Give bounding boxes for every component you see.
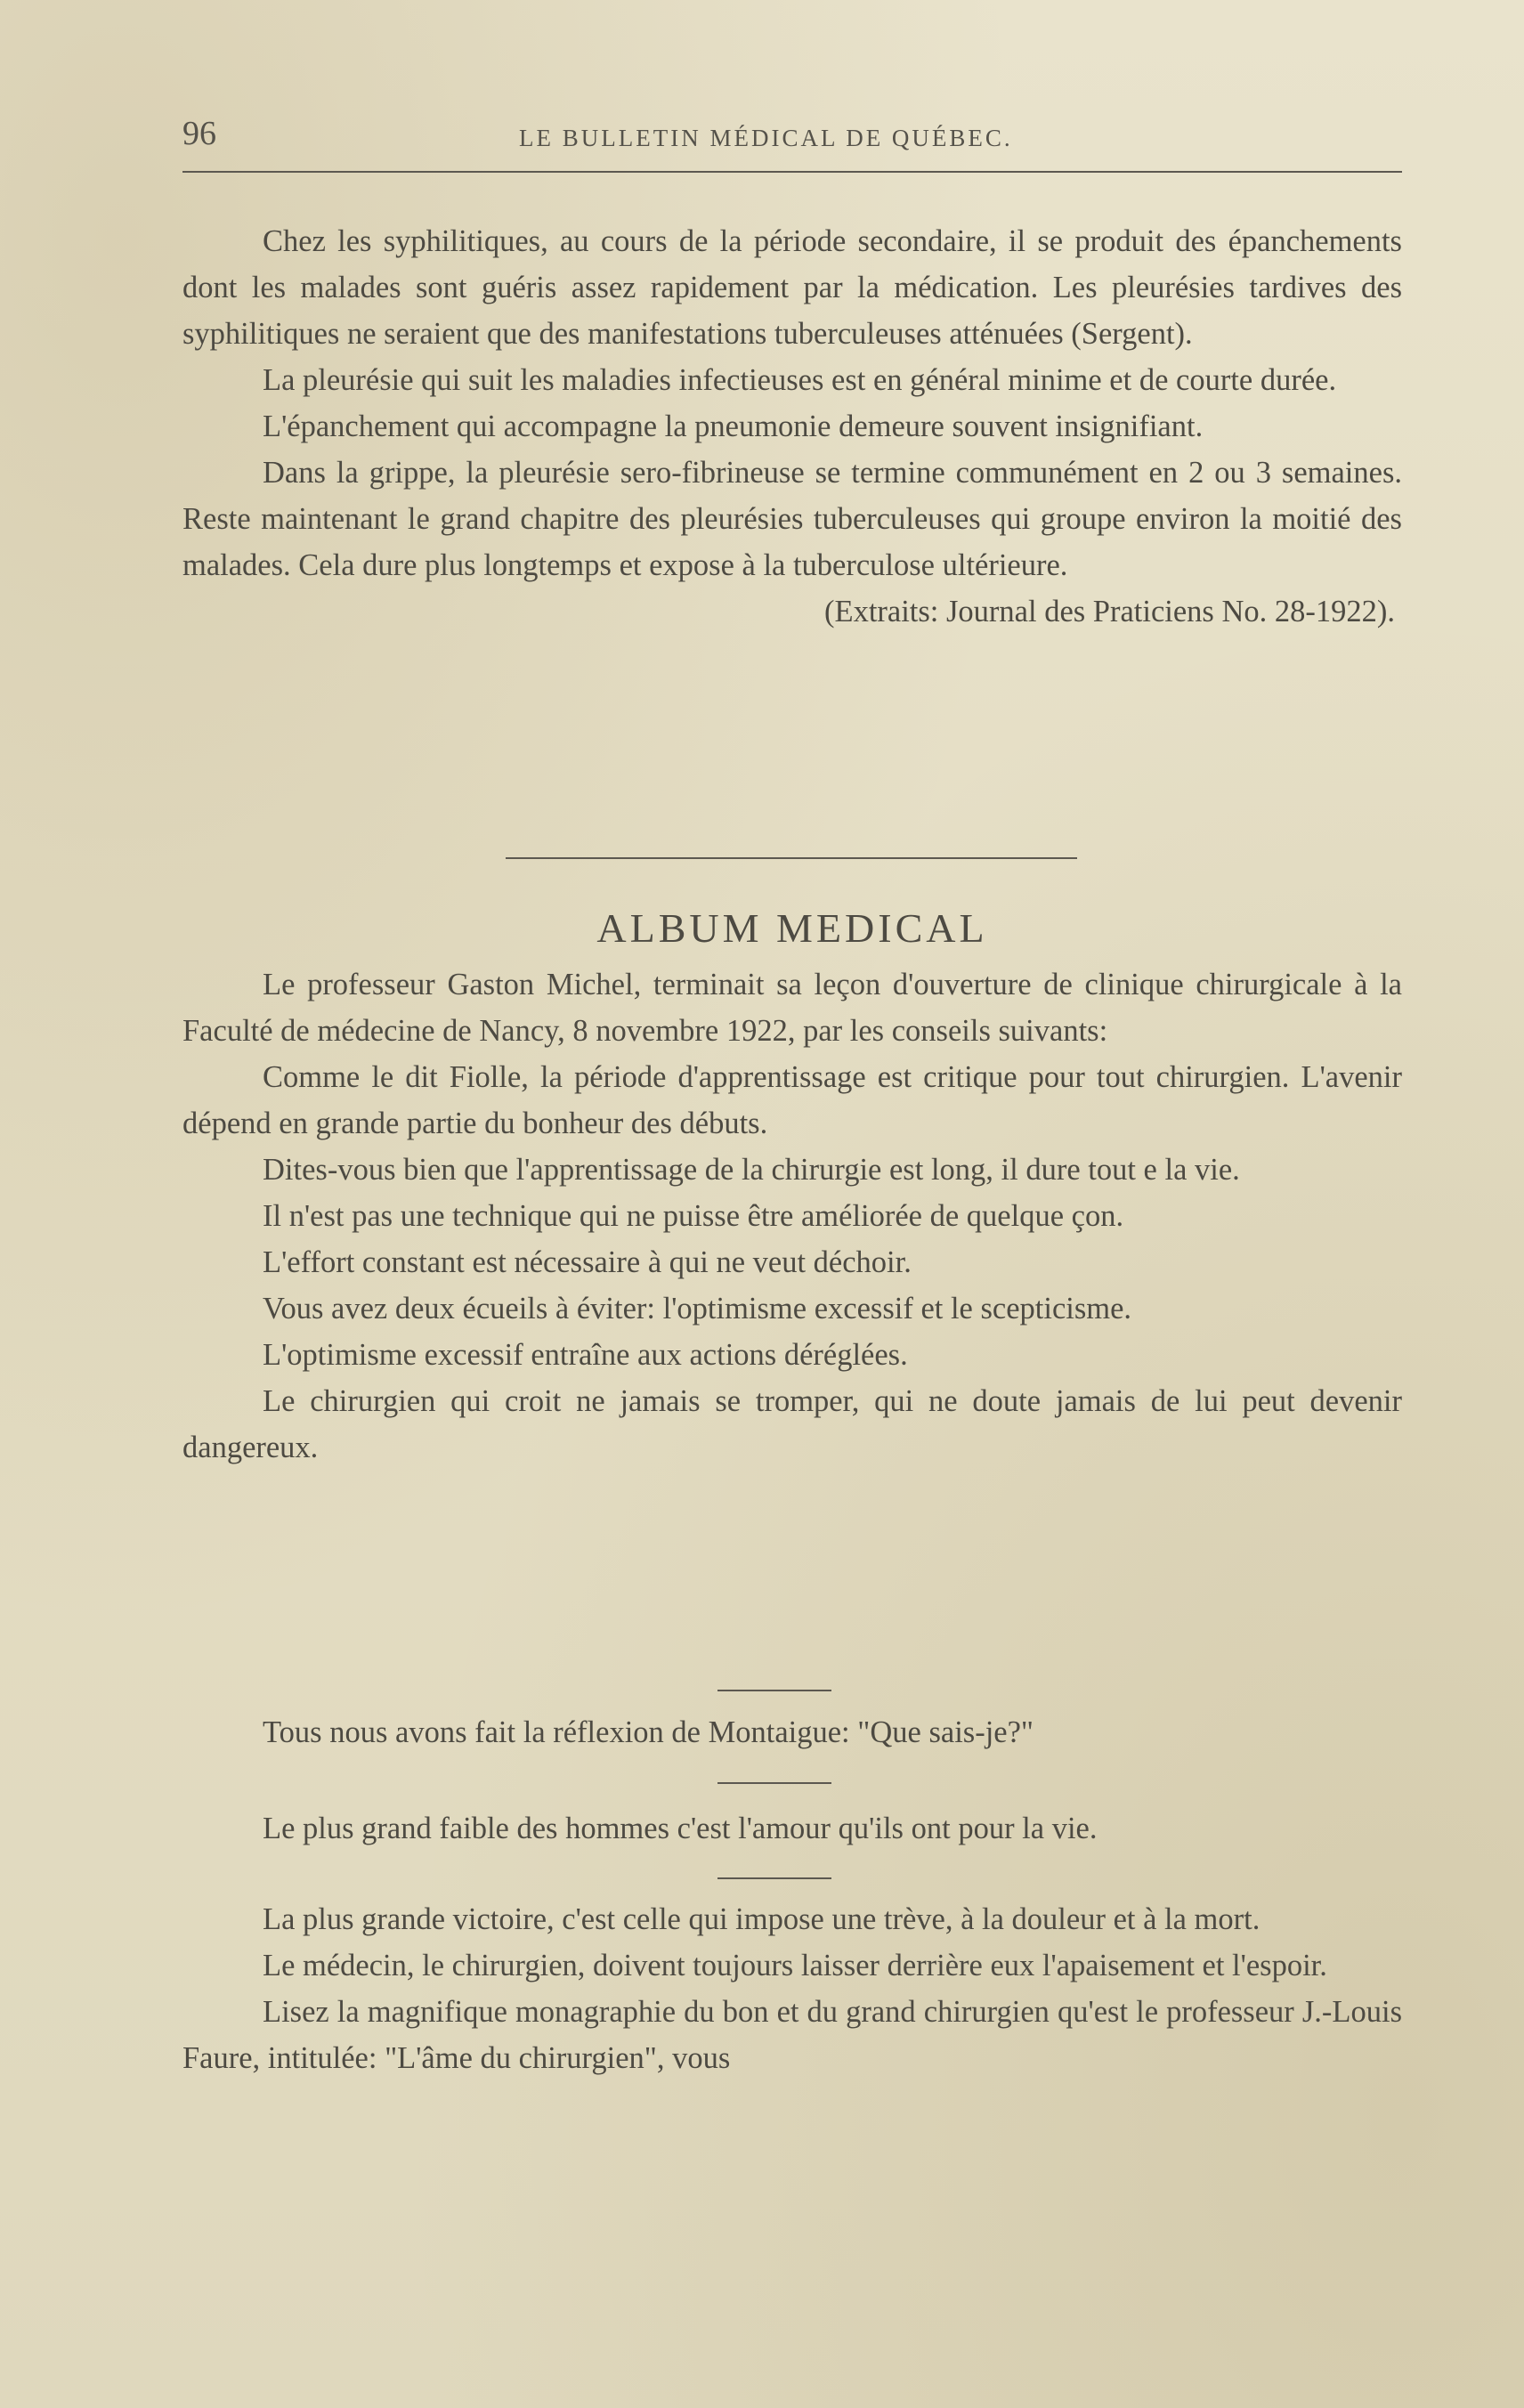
section-divider [506,857,1077,859]
paragraph-faure: Lisez la magnifique monagraphie du bon et du grand chirurgien qu'est le professeur J.-Louis Faure, intitulée: "L'âme du chirurgien", vous [182,1995,1402,2075]
album-closing [182,1896,1402,2081]
page-number: 96 [182,115,216,152]
paragraph-effort: L'effort constant est nécessaire à qui ne veut déchoir. [263,1245,912,1279]
section-title: ALBUM MEDICAL [596,905,988,951]
paragraph-danger: Le chirurgien qui croit ne jamais se tromper, qui ne doute jamais de lui peut devenir dangereux. [182,1384,1402,1464]
paragraph-optimism: L'optimisme excessif entraîne aux actions déréglées. [263,1338,908,1372]
maxim-love-of-life: Le plus grand faible des hommes c'est l'amour qu'ils ont pour la vie. [263,1812,1098,1845]
header-rule [182,171,1402,173]
paragraph-two-pitfalls: Vous avez deux écueils à éviter: l'optimisme excessif et le scepticisme. [263,1292,1132,1326]
paragraph-apprenticeship: Comme le dit Fiolle, la période d'apprentissage est critique pour tout chirurgien. L'avenir dépend en grande partie du bonheur des débuts. [182,1060,1402,1140]
paragraph-long-learning: Dites-vous bien que l'apprentissage de la chirurgie est long, il dure tout e la vie. [263,1153,1240,1187]
maxim-divider-1 [717,1690,831,1691]
maxim-divider-2 [717,1782,831,1784]
paragraph-grippe: Dans la grippe, la pleurésie sero-fibrineuse se termine communément en 2 ou 3 semaines. Reste maintenant le grand chapitre des pleurésies tuberculeuses qui groupe environ la moitié des malades. Cela dure plus longtemps et expose à la tuberculose ultérieure. [182,456,1402,582]
maxim-divider-3 [717,1877,831,1879]
paragraph-intro: Le professeur Gaston Michel, terminait sa leçon d'ouverture de clinique chirurgicale à la Faculté de médecine de Nancy, 8 novembre 1922, par les conseils suivants: [182,968,1402,1048]
paragraph-pneumonia: L'épanchement qui accompagne la pneumonie demeure souvent insignifiant. [263,409,1204,443]
running-head [182,114,1402,158]
article-tail [182,218,1402,635]
citation: (Extraits: Journal des Praticiens No. 28-1922). [824,595,1395,628]
paragraph-infectious: La pleurésie qui suit les maladies infectieuses est en général minime et de courte durée. [263,363,1337,397]
paragraph-technique: Il n'est pas une technique qui ne puisse être améliorée de quelque çon. [263,1199,1124,1233]
maxim-montaigne: Tous nous avons fait la réflexion de Montaigue: "Que sais-je?" [263,1715,1034,1749]
running-title: LE BULLETIN MÉDICAL DE QUÉBEC. [519,125,1013,151]
paragraph-hope: Le médecin, le chirurgien, doivent toujours laisser derrière eux l'apaisement et l'espoir. [263,1949,1327,1982]
album-advice [182,961,1402,1471]
maxim-block-2 [182,1805,1402,1852]
paragraph-syphilitic: Chez les syphilitiques, au cours de la période secondaire, il se produit des épanchements dont les malades sont guéris assez rapidement par la médication. Les pleurésies tardives des syphilitiques ne seraient que des manifestations tuberculeuses atténuées (Sergent). [182,224,1402,351]
paragraph-victory: La plus grande victoire, c'est celle qui impose une trève, à la douleur et à la mort. [263,1902,1261,1936]
maxim-block-1 [182,1709,1402,1755]
